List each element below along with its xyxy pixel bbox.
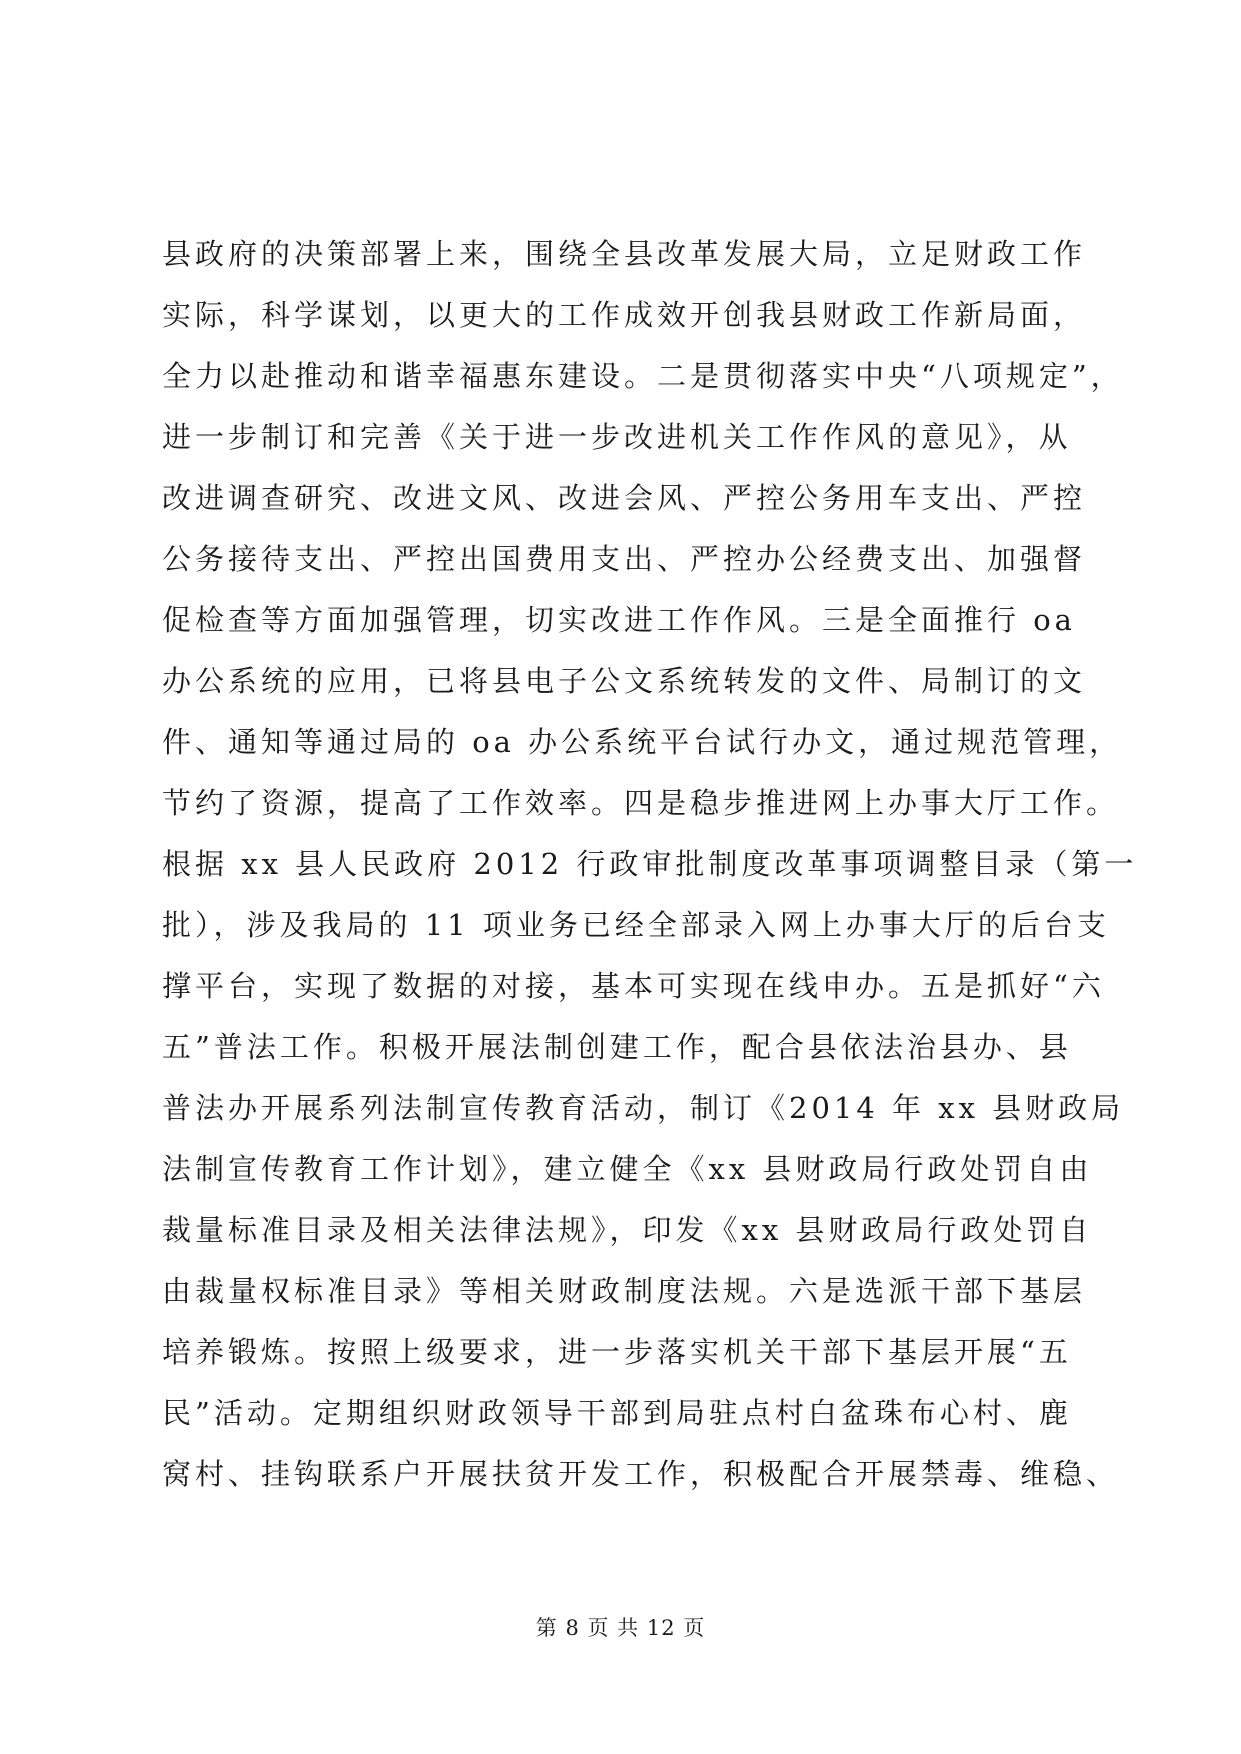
text-line: 节约了资源，提高了工作效率。四是稳步推进网上办事大厅工作。: [162, 786, 1120, 820]
text-line: 普法办开展系列法制宣传教育活动，制订《2014 年 xx 县财政局: [162, 1091, 1125, 1125]
text-line: 件、通知等通过局的 oa 办公系统平台试行办文，通过规范管理，: [162, 725, 1123, 759]
text-line: 五”普法工作。积极开展法制创建工作，配合县依法治县办、县: [162, 1030, 1072, 1064]
text-line: 民”活动。定期组织财政领导干部到局驻点村白盆珠布心村、鹿: [162, 1396, 1072, 1430]
text-line: 改进调查研究、改进文风、改进会风、严控公务用车支出、严控: [162, 481, 1087, 515]
page-number: 第 8 页 共 12 页: [535, 1616, 706, 1640]
text-line: 培养锻炼。按照上级要求，进一步落实机关干部下基层开展“五: [162, 1335, 1072, 1369]
page-footer: [0, 1612, 1241, 1642]
text-line: 实际，科学谋划，以更大的工作成效开创我县财政工作新局面，: [162, 298, 1087, 332]
text-line: 法制宣传教育工作计划》，建立健全《xx 县财政局行政处罚自由: [162, 1152, 1093, 1186]
text-line: 根据 xx 县人民政府 2012 行政审批制度改革事项调整目录（第一: [162, 847, 1138, 881]
text-line: 裁量标准目录及相关法律法规》，印发《xx 县财政局行政处罚自: [162, 1213, 1093, 1247]
text-line: 办公系统的应用，已将县电子公文系统转发的文件、局制订的文: [162, 664, 1087, 698]
text-line: 进一步制订和完善《关于进一步改进机关工作作风的意见》，从: [162, 420, 1072, 454]
text-line: 全力以赴推动和谐幸福惠东建设。二是贯彻落实中央“八项规定”，: [162, 359, 1124, 393]
text-line: 促检查等方面加强管理，切实改进工作作风。三是全面推行 oa: [162, 603, 1076, 637]
text-line: 公务接待支出、严控出国费用支出、严控办公经费支出、加强督: [162, 542, 1087, 576]
text-line: 撑平台，实现了数据的对接，基本可实现在线申办。五是抓好“六: [162, 969, 1105, 1003]
text-line: 县政府的决策部署上来，围绕全县改革发展大局，立足财政工作: [162, 237, 1087, 271]
text-line: 由裁量权标准目录》等相关财政制度法规。六是选派干部下基层: [162, 1274, 1087, 1308]
text-line: 窝村、挂钩联系户开展扶贫开发工作，积极配合开展禁毒、维稳、: [162, 1457, 1120, 1491]
body-text: [162, 232, 1138, 1513]
text-line: 批），涉及我局的 11 项业务已经全部录入网上办事大厅的后台支: [162, 908, 1110, 942]
